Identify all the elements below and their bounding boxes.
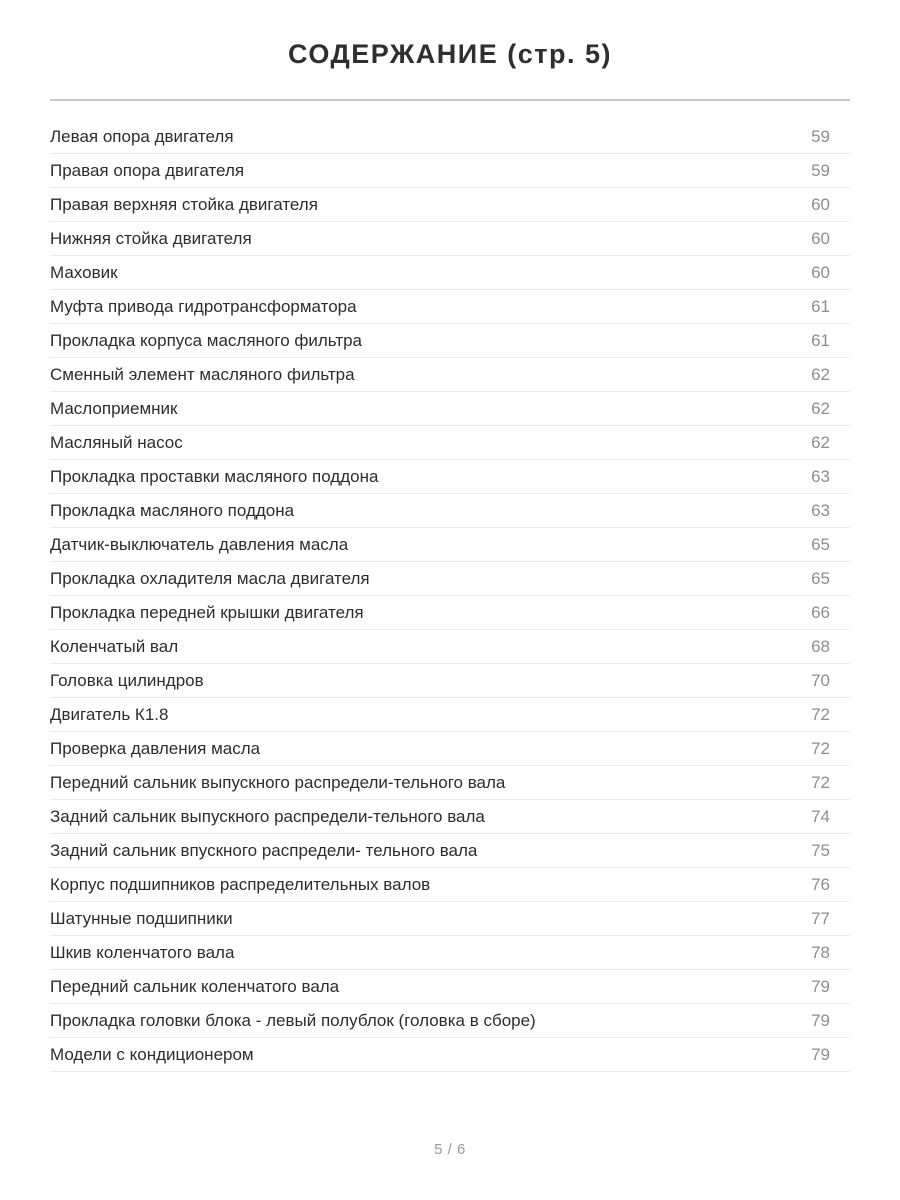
toc-entry-title: Маховик (50, 262, 118, 282)
toc-entry-page-number: 79 (811, 1044, 830, 1064)
toc-entry[interactable] (50, 902, 850, 936)
toc-entry-title: Правая верхняя стойка двигателя (50, 194, 318, 214)
toc-entry[interactable] (50, 834, 850, 868)
toc-entry[interactable] (50, 936, 850, 970)
toc-entry-page-number: 61 (811, 330, 830, 350)
toc-entry-title: Муфта привода гидротрансформатора (50, 296, 357, 316)
toc-entry-page-number: 74 (811, 806, 830, 826)
toc-entry-title: Коленчатый вал (50, 636, 179, 656)
toc-entry[interactable] (50, 120, 850, 154)
toc-entry-page-number: 77 (811, 908, 830, 928)
toc-entry[interactable] (50, 222, 850, 256)
toc-entry[interactable] (50, 664, 850, 698)
toc-entry[interactable] (50, 1038, 850, 1072)
toc-entry-page-number: 60 (811, 194, 830, 214)
toc-entry-title: Передний сальник коленчатого вала (50, 976, 340, 996)
toc-entry-title: Головка цилиндров (50, 670, 204, 690)
toc-entry-title: Передний сальник выпускного распредели-тельного вала (50, 772, 506, 792)
toc-list (50, 120, 850, 1072)
toc-entry-title: Двигатель К1.8 (50, 704, 169, 724)
toc-entry-page-number: 66 (811, 602, 830, 622)
toc-entry-title: Прокладка головки блока - левый полублок (головка в сборе) (50, 1010, 536, 1030)
toc-entry[interactable] (50, 324, 850, 358)
page-counter: 5 / 6 (434, 1141, 466, 1158)
toc-entry-page-number: 59 (811, 160, 830, 180)
toc-entry[interactable] (50, 528, 850, 562)
toc-entry-title: Прокладка охладителя масла двигателя (50, 568, 370, 588)
toc-entry-title: Нижняя стойка двигателя (50, 228, 252, 248)
toc-entry[interactable] (50, 732, 850, 766)
toc-entry[interactable] (50, 290, 850, 324)
toc-entry-title: Прокладка масляного поддона (50, 500, 295, 520)
toc-entry-page-number: 63 (811, 500, 830, 520)
toc-entry-page-number: 75 (811, 840, 830, 860)
toc-entry[interactable] (50, 698, 850, 732)
toc-entry[interactable] (50, 426, 850, 460)
toc-entry[interactable] (50, 766, 850, 800)
toc-entry[interactable] (50, 800, 850, 834)
toc-entry[interactable] (50, 868, 850, 902)
toc-entry-title: Шкив коленчатого вала (50, 942, 235, 962)
toc-entry-page-number: 68 (811, 636, 830, 656)
title-divider (50, 99, 850, 101)
toc-entry-title: Проверка давления масла (50, 738, 261, 758)
toc-entry[interactable] (50, 392, 850, 426)
toc-entry-title: Корпус подшипников распределительных валов (50, 874, 431, 894)
toc-entry[interactable] (50, 188, 850, 222)
toc-entry-title: Датчик-выключатель давления масла (50, 534, 349, 554)
toc-entry-title: Модели с кондиционером (50, 1044, 254, 1064)
toc-entry-page-number: 60 (811, 262, 830, 282)
toc-entry-title: Шатунные подшипники (50, 908, 233, 928)
toc-entry-title: Прокладка проставки масляного поддона (50, 466, 379, 486)
page-title: СОДЕРЖАНИЕ (стр. 5) (288, 39, 612, 69)
toc-entry-page-number: 62 (811, 364, 830, 384)
toc-entry[interactable] (50, 154, 850, 188)
toc-entry-page-number: 65 (811, 568, 830, 588)
toc-entry-page-number: 60 (811, 228, 830, 248)
toc-entry-page-number: 79 (811, 1010, 830, 1030)
toc-entry-page-number: 61 (811, 296, 830, 316)
toc-entry-title: Прокладка передней крышки двигателя (50, 602, 364, 622)
toc-entry-title: Маслоприемник (50, 398, 178, 418)
toc-entry-title: Сменный элемент масляного фильтра (50, 364, 355, 384)
toc-entry[interactable] (50, 596, 850, 630)
toc-entry-page-number: 79 (811, 976, 830, 996)
toc-entry[interactable] (50, 358, 850, 392)
toc-entry-title: Левая опора двигателя (50, 126, 234, 146)
toc-entry-page-number: 62 (811, 432, 830, 452)
toc-entry-page-number: 70 (811, 670, 830, 690)
toc-entry[interactable] (50, 494, 850, 528)
toc-entry-title: Задний сальник впускного распредели- тельного вала (50, 840, 478, 860)
toc-entry-page-number: 62 (811, 398, 830, 418)
toc-entry[interactable] (50, 630, 850, 664)
toc-entry-title: Масляный насос (50, 432, 183, 452)
toc-entry[interactable] (50, 1004, 850, 1038)
toc-entry-page-number: 72 (811, 772, 830, 792)
toc-entry-page-number: 78 (811, 942, 830, 962)
toc-entry[interactable] (50, 460, 850, 494)
toc-entry[interactable] (50, 562, 850, 596)
toc-entry-page-number: 72 (811, 738, 830, 758)
toc-entry-title: Правая опора двигателя (50, 160, 245, 180)
toc-entry-page-number: 72 (811, 704, 830, 724)
toc-entry-page-number: 65 (811, 534, 830, 554)
toc-entry-page-number: 63 (811, 466, 830, 486)
toc-entry[interactable] (50, 256, 850, 290)
toc-entry[interactable] (50, 970, 850, 1004)
toc-entry-title: Задний сальник выпускного распредели-тельного вала (50, 806, 485, 826)
toc-entry-page-number: 59 (811, 126, 830, 146)
toc-entry-title: Прокладка корпуса масляного фильтра (50, 330, 363, 350)
toc-entry-page-number: 76 (811, 874, 830, 894)
